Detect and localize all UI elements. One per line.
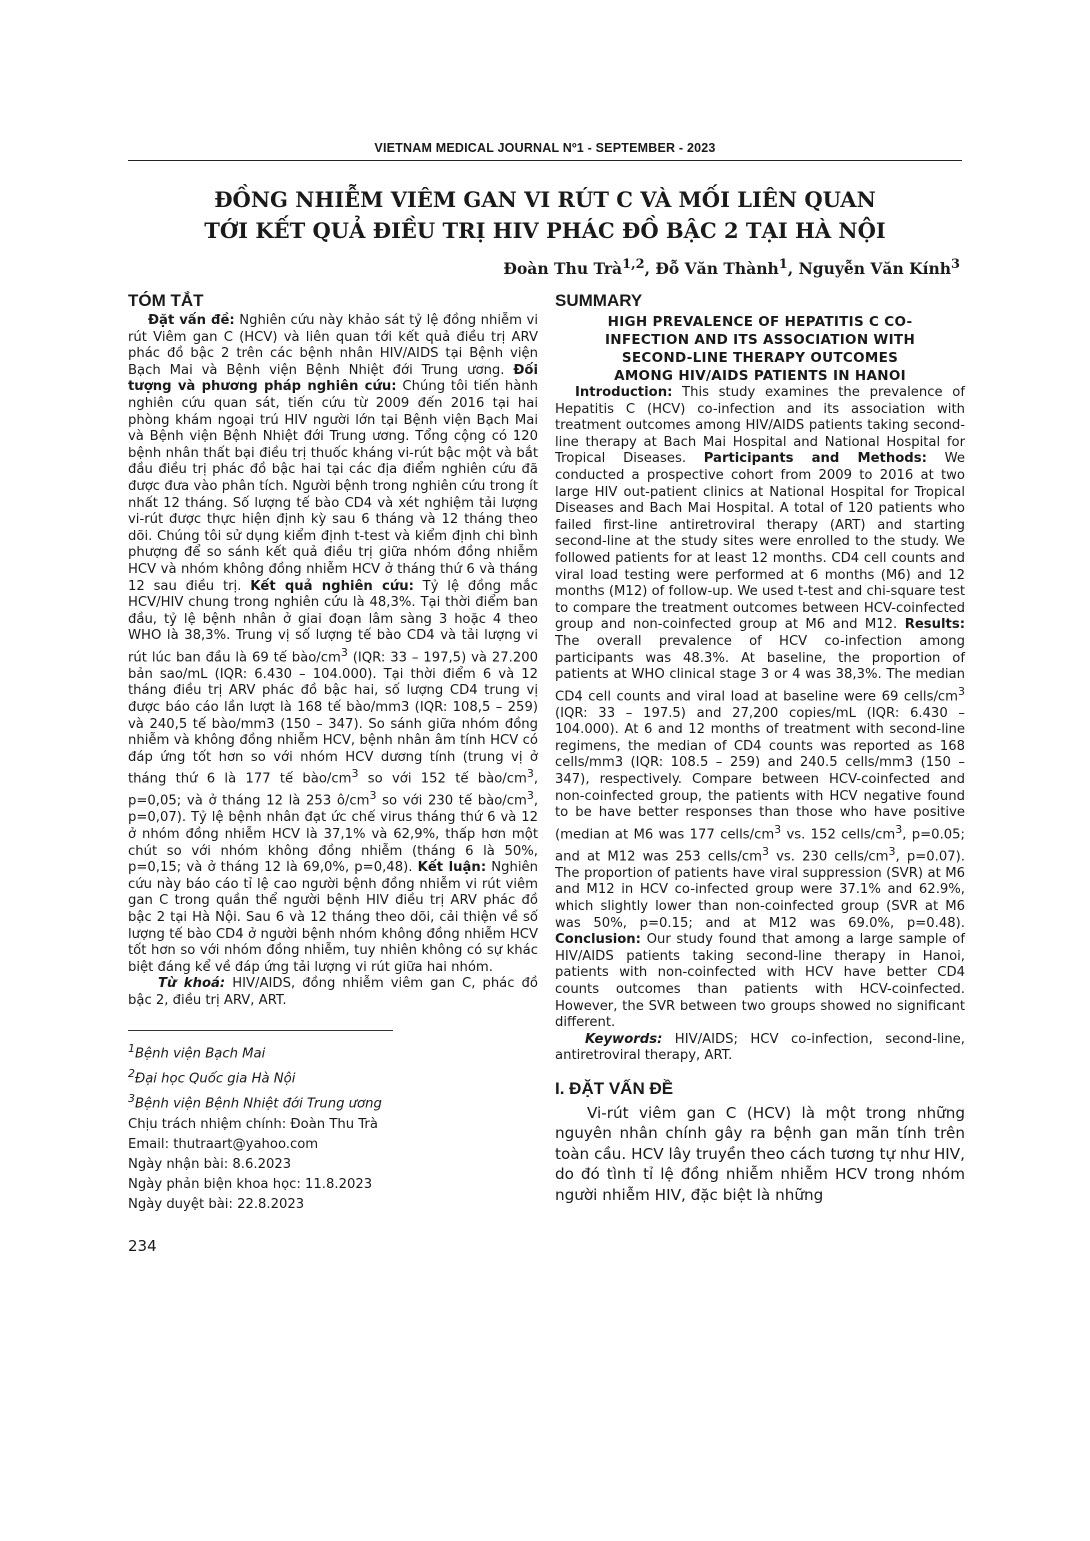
author-3: Nguyễn Văn Kính: [798, 259, 952, 279]
vn-label-results: Kết quả nghiên cứu:: [250, 578, 414, 594]
vn-keywords: [128, 976, 538, 1009]
vn-abstract-heading: TÓM TẮT: [128, 291, 204, 310]
vn-text: so với 152 tế bào/cm: [358, 771, 527, 787]
vn-text: Nghiên cứu này báo cáo tỉ lệ cao người bệnh đồng nhiễm vi rút viêm gan C trong quần thể người bệnh HIV điều trị ARV phác đồ bậc 2 tại Hà Nội. Sau 6 và 12 tháng theo dõi, cải thiện về số lượng tế bào CD4 ở người bệnh nhóm không đồng nhiễm HCV tốt hơn so với nhóm đồng nhiễm, tuy nhiên không có sự khác biệt đáng kể về đáp ứng tải lượng vi rút giữa hai nhóm.: [128, 860, 539, 975]
footnote-marker: 3: [128, 1092, 135, 1106]
en-title-line: HIGH PREVALENCE OF HEPATITIS C CO-: [607, 314, 913, 330]
vn-keywords-label: Từ khoá:: [158, 976, 226, 992]
vn-text: Chúng tôi tiến hành nghiên cứu quan sát, tiến cứu từ 2009 đến 2016 tại hai phòng khám ngoại trú HIV người lớn tại Bệnh viện Bạch Mai và Bệnh viện Bệnh Nhiệt đới Trung ương. Tổng cộng có 120 bệnh nhân thất bại điều trị thuốc kháng vi-rút bậc một và bắt đầu điều trị phác đồ bậc hai tại các địa điểm nghiên cứu đã được đưa vào phân tích. Người bệnh trong nghiên cứu trong ít nhất 12 tháng. Số lượng tế bào CD4 và xét nghiệm tải lượng vi-rút được thực hiện định kỳ sau 6 tháng và 12 tháng theo dõi. Chúng tôi sử dụng kiểm định t-test và kiểm định chi bình phượng để so sánh kết quả điều trị giữa nhóm đồng nhiễm HCV và nhóm không đồng nhiễm HCV ở tháng thứ 6 và tháng 12 sau điều trị.: [128, 379, 538, 594]
footnote-marker: 1: [128, 1041, 135, 1055]
footnote-affiliation-1: [128, 1039, 538, 1064]
right-column: [555, 291, 965, 1205]
intro-paragraph: Vi-rút viêm gan C (HCV) là một trong những nguyên nhân chính gây ra bệnh gan mãn tính trên toàn cầu. HCV lây truyền theo cách tương tự như HIV, do đó tình tỉ lệ đồng nhiễm nhiễm HCV trong nhóm người nhiễm HIV, đặc biệt là những: [555, 1103, 965, 1204]
en-text: (IQR: 33 – 197.5) and 27,200 copies/mL (IQR: 6.430 – 104.000). At 6 and 12 months of treatment with second-line regimens, the median of CD4 counts was reported as 168 cells/mm3 (IQR: 108.5 – 259) and 240.5 cells/mm3 (150 – 347), respectively. Compare between HCV-coinfected and non-coinfected group, the patients with HCV negative found to be have better responses than those who have positive (median at M6 was 177 cells/cm: [555, 705, 965, 843]
superscript: 3: [888, 844, 896, 858]
author-sep: ,: [787, 259, 799, 279]
article-title: [128, 184, 962, 246]
page-number: 234: [128, 1236, 157, 1255]
footnote-rule: [128, 1030, 393, 1031]
en-label-results: Results:: [904, 617, 965, 633]
header-rule: [128, 160, 962, 161]
footnote-email: Email: thutraart@yahoo.com: [128, 1136, 319, 1152]
title-line-1: ĐỒNG NHIỄM VIÊM GAN VI RÚT C VÀ MỐI LIÊN QUAN: [214, 187, 876, 212]
authors: [503, 257, 960, 278]
footnote-marker: 2: [128, 1066, 135, 1080]
author-1-affil: 1,2: [622, 257, 645, 272]
vn-text: Nghiên cứu này khảo sát tỷ lệ đồng nhiễm vi rút Viêm gan C (HCV) và liên quan tới kết quả điều trị ARV phác đồ bậc 2 trên các bệnh nhân HIV/AIDS tại Bệnh viện Bạch Mai và Bệnh viện Bệnh Nhiệt đới Trung ương.: [128, 313, 538, 378]
vn-text: Tỷ lệ đồng mắc HCV/HIV chung trong nghiên cứu là 48,3%. Tại thời điểm ban đầu, tỷ lệ bệnh nhân ở giai đoạn lâm sàng 3 hoặc 4 theo WHO là 38,3%. Trung vị số lượng tế bào CD4 và tải lượng vi rút lúc ban đầu là 69 tế bào/cm: [128, 578, 538, 666]
en-text: , p=0.05; and at M12 was 253 cells/cm: [555, 827, 965, 865]
en-abstract-heading: SUMMARY: [555, 291, 643, 310]
intro-heading: I. ĐẶT VẤN ĐỀ: [555, 1078, 674, 1098]
author-1: Đoàn Thu Trà: [503, 259, 623, 279]
author-2-affil: 1: [778, 257, 788, 272]
superscript: 3: [526, 767, 534, 781]
en-article-title: [555, 313, 965, 385]
author-sep: ,: [644, 259, 656, 279]
superscript: 3: [526, 789, 534, 803]
en-title-line: SECOND-LINE THERAPY OUTCOMES: [621, 350, 899, 366]
superscript: 3: [895, 822, 903, 836]
en-title-line: AMONG HIV/AIDS PATIENTS IN HANOI: [614, 368, 906, 384]
vn-text: , p=0,07). Tỷ lệ bệnh nhân đạt ức chế virus tháng thứ 6 và 12 ở nhóm đồng nhiễm HCV là 37,1% và 62,9%, thấp hơn một chút so với nhóm không đồng nhiễm (tháng 6 là 50%, p=0,15; và ở tháng 12 là 69,0%, p=0,48).: [128, 793, 539, 876]
superscript: 3: [351, 767, 359, 781]
en-text: , p=0.07). The proportion of patients have viral suppression (SVR) at M6 and M12 in HCV co-infected group were 37.1% and 62.9%, which slightly lower than non-coinfected group (SVR at M6 was 50%, p=0.15; and at M12 was 69.0%, p=0.48).: [555, 849, 965, 931]
vn-keywords-text: HIV/AIDS, đồng nhiễm viêm gan C, phác đồ bậc 2, điều trị ARV, ART.: [128, 976, 538, 1008]
vn-label-conclusion: Kết luận:: [417, 860, 487, 876]
en-text: vs. 230 cells/cm: [768, 849, 889, 865]
en-label-methods: Participants and Methods:: [703, 451, 927, 467]
en-title-line: INFECTION AND ITS ASSOCIATION WITH: [604, 332, 916, 348]
footnote-text: Đại học Quốc gia Hà Nội: [135, 1071, 296, 1087]
superscript: 3: [340, 645, 348, 659]
footnote-corresponding: Chịu trách nhiệm chính: Đoàn Thu Trà: [128, 1116, 378, 1132]
en-keywords-label: Keywords:: [585, 1031, 663, 1047]
footnote-accepted: Ngày duyệt bài: 22.8.2023: [128, 1196, 305, 1212]
superscript: 3: [958, 684, 965, 698]
author-2: Đỗ Văn Thành: [655, 259, 779, 279]
footnote-text: Bệnh viện Bệnh Nhiệt đới Trung ương: [135, 1096, 382, 1112]
journal-header: VIETNAM MEDICAL JOURNAL Nº1 - SEPTEMBER - 2023: [374, 141, 716, 155]
en-keywords: [555, 1032, 965, 1065]
footnote-reviewed: Ngày phản biện khoa học: 11.8.2023: [128, 1176, 373, 1192]
title-line-2: TỚI KẾT QUẢ ĐIỀU TRỊ HIV PHÁC ĐỒ BẬC 2 TẠI HÀ NỘI: [204, 218, 886, 243]
en-text: Our study found that among a large sample of HIV/AIDS patients taking second-line therapy in Hanoi, patients with non-coinfected with HCV have better CD4 counts outcomes than patients with HCV-coinfected. However, the SVR between two groups showed no significant different.: [555, 932, 965, 1031]
en-text: This study examines the prevalence of Hepatitis C (HCV) co-infection and its association with treatment outcomes among HIV/AIDS patients taking second-line therapy at Bach Mai Hospital and National Hospital for Tropical Diseases.: [555, 385, 965, 467]
en-label-introduction: Introduction:: [575, 385, 673, 400]
superscript: 3: [369, 789, 377, 803]
vn-text: , p=0,05; và ở tháng 12 là 253 ô/cm: [128, 771, 539, 809]
en-text: vs. 152 cells/cm: [781, 827, 896, 843]
author-3-affil: 3: [951, 257, 960, 272]
en-text: The overall prevalence of HCV co-infection among participants was 48.3%. At baseline, the proportion of patients at WHO clinical stage 3 or 4 was 38,3%. The median CD4 cell counts and viral load at baseline were 69 cells/cm: [555, 633, 965, 705]
superscript: 3: [774, 822, 782, 836]
vn-text: (IQR: 33 – 197,5) và 27.200 bản sao/mL (IQR: 6.430 – 104.000). Tại thời điểm 6 và 12 tháng điều trị ARV phác đồ bậc hai, số lượng CD4 trung vị được báo cáo lần lượt là 168 tế bào/mm3 (IQR: 108,5 – 259) và 240,5 tế bào/mm3 (150 – 347). So sánh giữa nhóm đồng nhiễm và không đồng nhiễm HCV, bệnh nhân âm tính HCV có đáp ứng tốt hơn so với nhóm HCV dương tính (trung vị ở tháng thứ 6 là 177 tế bào/cm: [128, 650, 538, 787]
vn-label-background: Đặt vấn đề:: [148, 313, 235, 328]
en-label-conclusion: Conclusion:: [555, 932, 641, 948]
en-text: We conducted a prospective cohort from 2009 to 2016 at two large HIV out-patient clinics at National Hospital for Tropical Diseases and Bach Mai Hospital. A total of 120 patients who failed first-line antiretroviral therapy (ART) and starting second-line at the study sites were enrolled to the study. We followed patients for at least 12 months. CD4 cell counts and viral load testing were performed at 6 months (M6) and 12 months (M12) of follow-up. We used t-test and chi-square test to compare the treatment outcomes between HCV-coinfected group and non-coinfected group at M6 and M12.: [555, 451, 965, 633]
footnote-text: Bệnh viện Bạch Mai: [135, 1045, 266, 1061]
footnotes: [128, 1039, 538, 1215]
en-keywords-text: HIV/AIDS; HCV co-infection, second-line, antiretroviral therapy, ART.: [555, 1031, 965, 1064]
superscript: 3: [761, 844, 769, 858]
left-column: [128, 291, 538, 1255]
en-abstract-body: [555, 385, 965, 1032]
vn-text: so với 230 tế bào/cm: [376, 793, 527, 809]
footnote-affiliation-3: [128, 1089, 538, 1114]
footnote-received: Ngày nhận bài: 8.6.2023: [128, 1156, 292, 1172]
vn-label-methods: Đối tượng và phương pháp nghiên cứu:: [128, 362, 538, 395]
footnote-affiliation-2: [128, 1064, 538, 1089]
vn-abstract-body: [128, 313, 538, 976]
